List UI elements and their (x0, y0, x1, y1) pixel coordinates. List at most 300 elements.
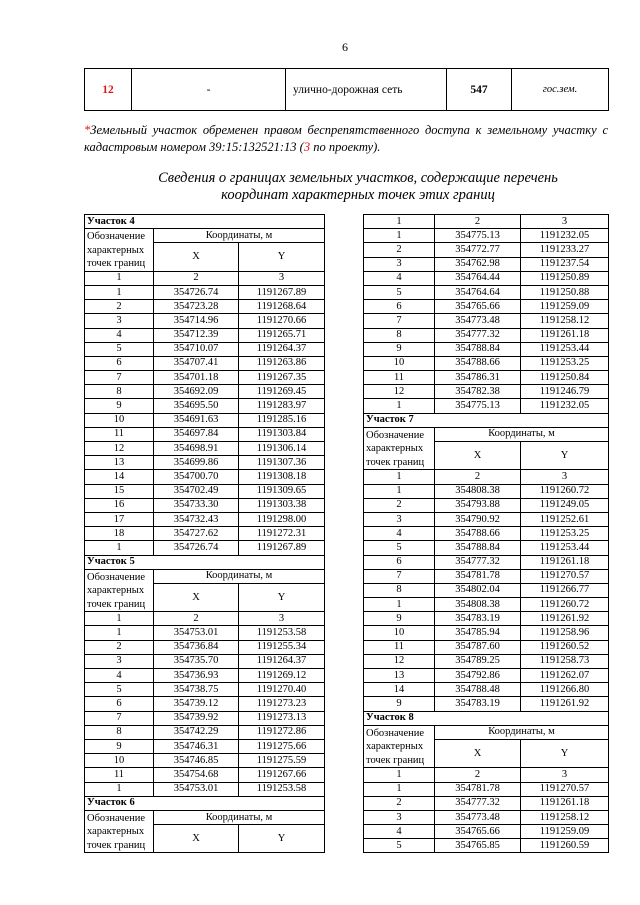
y-coordinate: 1191307.36 (239, 456, 325, 470)
x-coordinate: 354700.70 (154, 470, 239, 484)
ownership-type: гос.зем. (512, 69, 609, 111)
x-coordinate: 354764.64 (435, 285, 521, 299)
column-number: 1 (364, 215, 435, 229)
y-coordinate: 1191260.72 (521, 484, 609, 498)
x-coordinate: 354787.60 (435, 640, 521, 654)
plot-title: Участок 4 (85, 215, 325, 229)
point-row (364, 810, 609, 824)
point-row (364, 229, 609, 243)
page-number: 6 (342, 40, 348, 54)
plot-title: Участок 7 (364, 413, 609, 427)
point-row (364, 399, 609, 413)
point-number: 11 (85, 427, 154, 441)
column-number: 1 (364, 470, 435, 484)
x-coordinate: 354739.92 (154, 711, 239, 725)
point-number: 10 (364, 626, 435, 640)
x-coordinate: 354788.84 (435, 541, 521, 555)
point-row (364, 782, 609, 796)
point-row (85, 654, 325, 668)
y-coordinate: 1191273.13 (239, 711, 325, 725)
point-number: 11 (364, 640, 435, 654)
x-coordinate: 354765.66 (435, 825, 521, 839)
y-coordinate: 1191265.71 (239, 328, 325, 342)
x-coordinate: 354753.01 (154, 626, 239, 640)
coordinates-header-row (364, 725, 609, 739)
y-coordinate: 1191268.64 (239, 300, 325, 314)
point-row (85, 683, 325, 697)
column-number: 2 (435, 768, 521, 782)
coordinates-header: Координаты, м (435, 725, 609, 739)
point-row (364, 314, 609, 328)
y-coordinate: 1191259.09 (521, 825, 609, 839)
section-heading-line-2: координат характерных точек этих границ (221, 187, 495, 203)
y-header: Y (239, 243, 325, 271)
x-coordinate: 354698.91 (154, 442, 239, 456)
x-coordinate: 354788.48 (435, 683, 521, 697)
point-number: 1 (85, 626, 154, 640)
x-coordinate: 354782.38 (435, 385, 521, 399)
section-heading-line-1: Сведения о границах земельных участков, содержащие перечень (158, 170, 558, 186)
point-row (364, 555, 609, 569)
x-coordinate: 354808.38 (435, 484, 521, 498)
plot-title-row (85, 555, 325, 569)
point-number: 9 (85, 739, 154, 753)
point-number: 8 (364, 328, 435, 342)
x-coordinate: 354691.63 (154, 413, 239, 427)
point-number: 1 (364, 484, 435, 498)
y-coordinate: 1191270.57 (521, 782, 609, 796)
point-row (85, 782, 325, 796)
y-coordinate: 1191253.25 (521, 527, 609, 541)
point-number: 15 (85, 484, 154, 498)
point-number: 4 (364, 825, 435, 839)
y-coordinate: 1191263.86 (239, 356, 325, 370)
plot-title: Участок 6 (85, 796, 325, 810)
coordinates-header-row (364, 427, 609, 441)
column-numbers-row (364, 768, 609, 782)
point-row (364, 498, 609, 512)
footnote-line-2 (84, 139, 608, 156)
column-numbers-row (85, 612, 325, 626)
x-coordinate: 354781.78 (435, 782, 521, 796)
plot-number: 12 (85, 69, 132, 111)
column-number: 3 (239, 271, 325, 285)
point-row (364, 839, 609, 853)
point-number: 2 (364, 796, 435, 810)
column-number: 3 (521, 215, 609, 229)
footnote (84, 122, 608, 156)
x-coordinate: 354775.13 (435, 229, 521, 243)
land-plot-summary-table (84, 68, 609, 111)
point-number: 8 (85, 385, 154, 399)
y-coordinate: 1191260.59 (521, 839, 609, 853)
point-row (364, 825, 609, 839)
column-number: 3 (521, 470, 609, 484)
x-coordinate: 354783.19 (435, 697, 521, 711)
point-number: 13 (364, 669, 435, 683)
plot-title: Участок 5 (85, 555, 325, 569)
boundary-coordinates-table-right (363, 214, 609, 853)
y-coordinate: 1191250.84 (521, 371, 609, 385)
point-row (85, 427, 325, 441)
y-coordinate: 1191258.73 (521, 654, 609, 668)
y-coordinate: 1191308.18 (239, 470, 325, 484)
y-coordinate: 1191266.77 (521, 583, 609, 597)
point-number: 11 (85, 768, 154, 782)
x-coordinate: 354732.43 (154, 512, 239, 526)
x-coordinate: 354735.70 (154, 654, 239, 668)
y-coordinate: 1191269.45 (239, 385, 325, 399)
coordinates-header: Координаты, м (154, 810, 325, 824)
y-coordinate: 1191249.05 (521, 498, 609, 512)
x-coordinate: 354697.84 (154, 427, 239, 441)
column-number: 2 (435, 215, 521, 229)
y-coordinate: 1191275.59 (239, 754, 325, 768)
y-coordinate: 1191252.61 (521, 512, 609, 526)
plot-title-row (85, 796, 325, 810)
y-coordinate: 1191270.66 (239, 314, 325, 328)
x-coordinate: 354808.38 (435, 598, 521, 612)
point-row (364, 583, 609, 597)
x-coordinate: 354723.28 (154, 300, 239, 314)
point-number: 3 (364, 810, 435, 824)
y-coordinate: 1191260.52 (521, 640, 609, 654)
x-coordinate: 354754.68 (154, 768, 239, 782)
coordinates-header: Координаты, м (154, 229, 325, 243)
point-row (364, 598, 609, 612)
footnote-text: Земельный участок обременен правом беспрепятственного доступа к земельному участку с (90, 123, 608, 137)
x-coordinate: 354714.96 (154, 314, 239, 328)
point-number: 4 (85, 328, 154, 342)
point-row (85, 512, 325, 526)
y-coordinate: 1191272.31 (239, 527, 325, 541)
y-coordinate: 1191264.37 (239, 342, 325, 356)
y-coordinate: 1191258.96 (521, 626, 609, 640)
point-designation-header: Обозначение характерных точек границ (364, 427, 435, 470)
point-row (85, 285, 325, 299)
x-coordinate: 354733.30 (154, 498, 239, 512)
coordinates-header-row (85, 229, 325, 243)
y-coordinate: 1191267.89 (239, 285, 325, 299)
y-coordinate: 1191259.09 (521, 300, 609, 314)
x-coordinate: 354786.31 (435, 371, 521, 385)
point-row (85, 342, 325, 356)
footnote-reference-number: 3 (303, 140, 311, 154)
x-coordinate: 354762.98 (435, 257, 521, 271)
y-coordinate: 1191250.89 (521, 271, 609, 285)
point-row (85, 739, 325, 753)
point-number: 2 (85, 640, 154, 654)
x-coordinate: 354736.93 (154, 669, 239, 683)
y-coordinate: 1191303.84 (239, 427, 325, 441)
x-coordinate: 354765.66 (435, 300, 521, 314)
y-coordinate: 1191272.86 (239, 725, 325, 739)
footnote-asterisk: * (84, 123, 91, 137)
x-coordinate: 354701.18 (154, 371, 239, 385)
point-number: 11 (364, 371, 435, 385)
y-header: Y (239, 825, 325, 853)
point-number: 7 (85, 371, 154, 385)
y-coordinate: 1191261.92 (521, 612, 609, 626)
point-row (364, 612, 609, 626)
y-coordinate: 1191267.35 (239, 371, 325, 385)
point-row (85, 314, 325, 328)
column-numbers-row (85, 271, 325, 285)
x-coordinate: 354710.07 (154, 342, 239, 356)
boundary-coordinates-table-left (84, 214, 325, 853)
point-number: 6 (85, 356, 154, 370)
point-number: 6 (364, 555, 435, 569)
column-numbers-row (364, 215, 609, 229)
y-coordinate: 1191253.58 (239, 782, 325, 796)
y-coordinate: 1191253.58 (239, 626, 325, 640)
point-number: 14 (364, 683, 435, 697)
y-coordinate: 1191267.66 (239, 768, 325, 782)
point-number: 10 (364, 356, 435, 370)
point-row (364, 243, 609, 257)
point-number: 1 (85, 285, 154, 299)
plot-title-row (364, 711, 609, 725)
point-row (364, 385, 609, 399)
summary-row (85, 69, 609, 111)
y-coordinate: 1191270.57 (521, 569, 609, 583)
point-row (364, 484, 609, 498)
column-number: 3 (521, 768, 609, 782)
point-row (85, 399, 325, 413)
y-coordinate: 1191298.00 (239, 512, 325, 526)
point-row (85, 356, 325, 370)
y-coordinate: 1191283.97 (239, 399, 325, 413)
point-row (85, 669, 325, 683)
plot-title-row (85, 215, 325, 229)
point-row (85, 484, 325, 498)
y-coordinate: 1191255.34 (239, 640, 325, 654)
y-coordinate: 1191253.44 (521, 342, 609, 356)
y-coordinate: 1191253.25 (521, 356, 609, 370)
coordinates-header-row (85, 569, 325, 583)
area-value: 547 (447, 69, 512, 111)
y-coordinate: 1191233.27 (521, 243, 609, 257)
footnote-line-1 (84, 122, 608, 139)
x-coordinate: 354772.77 (435, 243, 521, 257)
x-coordinate: 354727.62 (154, 527, 239, 541)
point-number: 2 (85, 300, 154, 314)
x-coordinate: 354802.04 (435, 583, 521, 597)
point-row (364, 512, 609, 526)
point-row (85, 640, 325, 654)
point-number: 7 (364, 569, 435, 583)
y-coordinate: 1191261.18 (521, 555, 609, 569)
x-coordinate: 354783.19 (435, 612, 521, 626)
x-coordinate: 354764.44 (435, 271, 521, 285)
x-coordinate: 354712.39 (154, 328, 239, 342)
point-row (85, 527, 325, 541)
point-number: 10 (85, 413, 154, 427)
y-coordinate: 1191232.05 (521, 229, 609, 243)
point-row (85, 385, 325, 399)
point-row (364, 669, 609, 683)
point-number: 6 (364, 300, 435, 314)
point-number: 7 (364, 314, 435, 328)
y-coordinate: 1191258.12 (521, 810, 609, 824)
point-number: 14 (85, 470, 154, 484)
point-row (364, 356, 609, 370)
column-number: 2 (154, 612, 239, 626)
y-coordinate: 1191253.44 (521, 541, 609, 555)
x-coordinate: 354753.01 (154, 782, 239, 796)
x-coordinate: 354775.13 (435, 399, 521, 413)
column-number: 1 (364, 768, 435, 782)
point-number: 1 (364, 399, 435, 413)
point-number: 1 (364, 598, 435, 612)
y-coordinate: 1191264.37 (239, 654, 325, 668)
point-row (85, 725, 325, 739)
x-coordinate: 354788.66 (435, 356, 521, 370)
point-row (364, 527, 609, 541)
x-coordinate: 354777.32 (435, 555, 521, 569)
point-row (364, 541, 609, 555)
point-number: 9 (85, 399, 154, 413)
point-number: 5 (364, 541, 435, 555)
y-coordinate: 1191258.12 (521, 314, 609, 328)
coordinates-header: Координаты, м (154, 569, 325, 583)
point-number: 9 (364, 342, 435, 356)
x-coordinate: 354765.85 (435, 839, 521, 853)
y-coordinate: 1191261.18 (521, 328, 609, 342)
coordinates-header-row (85, 810, 325, 824)
point-number: 5 (364, 285, 435, 299)
point-number: 9 (364, 612, 435, 626)
x-coordinate: 354707.41 (154, 356, 239, 370)
point-number: 12 (364, 385, 435, 399)
x-coordinate: 354781.78 (435, 569, 521, 583)
column-number: 2 (435, 470, 521, 484)
y-coordinate: 1191260.72 (521, 598, 609, 612)
dash-cell: - (132, 69, 286, 111)
y-coordinate: 1191273.23 (239, 697, 325, 711)
y-coordinate: 1191309.65 (239, 484, 325, 498)
x-coordinate: 354792.86 (435, 669, 521, 683)
point-number: 2 (364, 498, 435, 512)
x-coordinate: 354695.50 (154, 399, 239, 413)
y-header: Y (521, 442, 609, 470)
point-number: 16 (85, 498, 154, 512)
point-row (364, 328, 609, 342)
x-coordinate: 354738.75 (154, 683, 239, 697)
land-use-purpose: улично-дорожная сеть (286, 69, 447, 111)
x-coordinate: 354746.85 (154, 754, 239, 768)
y-coordinate: 1191275.66 (239, 739, 325, 753)
x-coordinate: 354773.48 (435, 314, 521, 328)
column-number: 2 (154, 271, 239, 285)
x-coordinate: 354726.74 (154, 541, 239, 555)
point-row (364, 342, 609, 356)
point-number: 3 (85, 314, 154, 328)
column-numbers-row (364, 470, 609, 484)
point-row (364, 626, 609, 640)
x-coordinate: 354702.49 (154, 484, 239, 498)
y-coordinate: 1191237.54 (521, 257, 609, 271)
y-coordinate: 1191232.05 (521, 399, 609, 413)
point-row (364, 285, 609, 299)
y-coordinate: 1191246.79 (521, 385, 609, 399)
point-number: 5 (85, 342, 154, 356)
point-row (85, 754, 325, 768)
point-number: 1 (85, 541, 154, 555)
point-number: 3 (85, 654, 154, 668)
point-row (85, 442, 325, 456)
point-number: 4 (85, 669, 154, 683)
y-coordinate: 1191285.16 (239, 413, 325, 427)
x-header: X (435, 739, 521, 767)
point-designation-header: Обозначение характерных точек границ (85, 810, 154, 853)
point-row (85, 498, 325, 512)
point-number: 5 (85, 683, 154, 697)
point-row (364, 654, 609, 668)
y-header: Y (521, 739, 609, 767)
point-number: 9 (364, 697, 435, 711)
point-number: 13 (85, 456, 154, 470)
x-coordinate: 354699.86 (154, 456, 239, 470)
y-coordinate: 1191261.92 (521, 697, 609, 711)
y-coordinate: 1191269.12 (239, 669, 325, 683)
point-number: 17 (85, 512, 154, 526)
point-number: 3 (364, 512, 435, 526)
point-number: 18 (85, 527, 154, 541)
point-designation-header: Обозначение характерных точек границ (85, 229, 154, 272)
x-header: X (154, 825, 239, 853)
y-coordinate: 1191261.18 (521, 796, 609, 810)
section-heading (104, 170, 612, 204)
point-number: 1 (364, 229, 435, 243)
point-row (85, 626, 325, 640)
point-row (364, 796, 609, 810)
point-row (364, 640, 609, 654)
point-row (85, 697, 325, 711)
y-coordinate: 1191262.07 (521, 669, 609, 683)
x-header: X (154, 583, 239, 611)
point-number: 8 (85, 725, 154, 739)
column-number: 3 (239, 612, 325, 626)
y-header: Y (239, 583, 325, 611)
point-number: 5 (364, 839, 435, 853)
point-row (85, 470, 325, 484)
point-number: 2 (364, 243, 435, 257)
y-coordinate: 1191303.38 (239, 498, 325, 512)
point-row (364, 300, 609, 314)
x-coordinate: 354788.66 (435, 527, 521, 541)
point-row (364, 371, 609, 385)
point-number: 8 (364, 583, 435, 597)
point-number: 10 (85, 754, 154, 768)
point-row (85, 456, 325, 470)
point-number: 4 (364, 527, 435, 541)
y-coordinate: 1191250.88 (521, 285, 609, 299)
point-row (85, 300, 325, 314)
plot-title-row (364, 413, 609, 427)
x-coordinate: 354736.84 (154, 640, 239, 654)
point-number: 7 (85, 711, 154, 725)
point-number: 3 (364, 257, 435, 271)
y-coordinate: 1191267.89 (239, 541, 325, 555)
x-coordinate: 354726.74 (154, 285, 239, 299)
y-coordinate: 1191266.80 (521, 683, 609, 697)
point-number: 1 (364, 782, 435, 796)
column-number: 1 (85, 271, 154, 285)
x-coordinate: 354739.12 (154, 697, 239, 711)
y-coordinate: 1191270.40 (239, 683, 325, 697)
footnote-text-continued: кадастровым номером 39:15:132521:13 ( (84, 140, 304, 154)
